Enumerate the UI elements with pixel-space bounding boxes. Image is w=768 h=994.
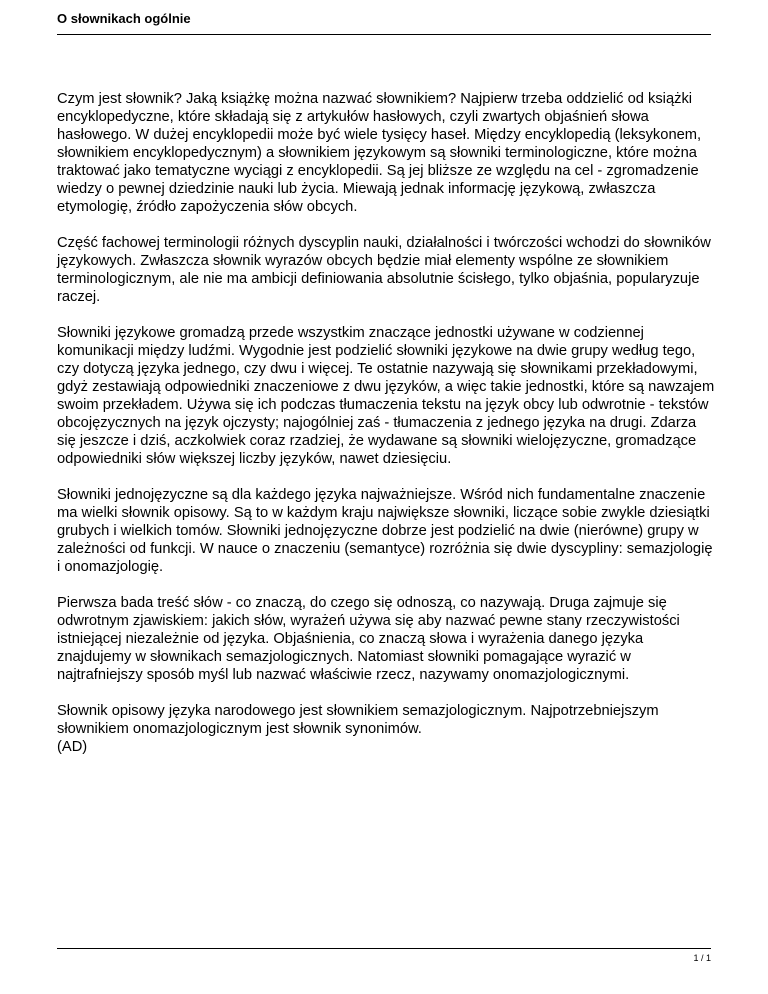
paragraph: Słownik opisowy języka narodowego jest słownikiem semazjologicznym. Najpotrzebniejszym słownikiem onomazjologicznym jest słownik synonimów. <box>57 703 659 737</box>
paragraph: Słowniki jednojęzyczne są dla każdego języka najważniejsze. Wśród nich fundamentalne znaczenie ma wielki słownik opisowy. Są to w każdym kraju największe słowniki, liczące sobie zwykle dziesiątki grubych i wielkich tomów. Słowniki jednojęzyczne dobrze jest podzielić na dwie (nierówne) grupy w zależności od funkcji. W nauce o znaczeniu (semantyce) rozróżnia się dwie dyscypliny: semazjologię i onomazjologię. <box>57 487 713 575</box>
page-header <box>57 6 711 35</box>
paragraph: Czym jest słownik? Jaką książkę można nazwać słownikiem? Najpierw trzeba oddzielić od książki encyklopedyczne, które składają się z artykułów hasłowych, czyli zwartych objaśnień słowa hasłowego. W dużej encyklopedii może być wiele tysięcy haseł. Między encyklopedią (leksykonem, słownikiem encyklopedycznym) a słownikiem językowym są słowniki terminologiczne, które można traktować jako tematyczne wyciągi z encyklopedii. Są jej bliższe ze względu na cel - zgromadzenie wiedzy o pewnej dziedzinie nauki lub życia. Miewają jednak informację językową, zwłaszcza etymologię, źródło zapożyczenia słów obcych. <box>57 91 702 215</box>
paragraph: Część fachowej terminologii różnych dyscyplin nauki, działalności i twórczości wchodzi do słowników językowych. Zwłaszcza słownik wyrazów obcych będzie miał elementy wspólne ze słownikiem terminologicznym, ale nie ma ambicji definiowania absolutnie ścisłego, tylko objaśnia, popularyzuje raczej. <box>57 235 711 305</box>
author-signature: (AD) <box>57 739 88 755</box>
paragraph: Pierwsza bada treść słów - co znaczą, do czego się odnoszą, co nazywają. Druga zajmuje się odwrotnym zjawiskiem: jakich słów, wyrażeń używa się aby nazwać pewne stany rzeczywistości istniejącej niezależnie od języka. Objaśnienia, co znaczą słowa i wyrażenia danego języka znajdujemy w słownikach semazjologicznych. Natomiast słowniki pomagające wyrazić w najtrafniejszy sposób myśl lub nazwać właściwie rzecz, nazywamy onomazjologicznymi. <box>57 595 680 683</box>
document-title: O słownikach ogólnie <box>57 11 191 26</box>
paragraph: Słowniki językowe gromadzą przede wszystkim znaczące jednostki używane w codziennej komunikacji między ludźmi. Wygodnie jest podzielić słowniki językowe na dwie grupy według tego, czy dotyczą języka jednego, czy dwu i więcej. Te ostatnie nazywają się słownikami przekładowymi, gdyż zestawiają odpowiedniki znaczeniowe z dwu języków, a więc takie jednostki, które są nawzajem swoim przekładem. Używa się ich podczas tłumaczenia tekstu na język obcy lub odwrotnie - tekstów obcojęzycznych na język ojczysty; najogólniej zaś - tłumaczenia z jednego języka na drugi. Zdarza się jeszcze i dziś, aczkolwiek coraz rzadziej, że wydawane są słowniki wielojęzyczne, gromadzące odpowiedniki słów większej liczby języków, nawet dziesięciu. <box>57 325 715 467</box>
page-number: 1 / 1 <box>693 953 711 963</box>
article-body <box>57 90 717 774</box>
page-footer <box>57 948 711 969</box>
